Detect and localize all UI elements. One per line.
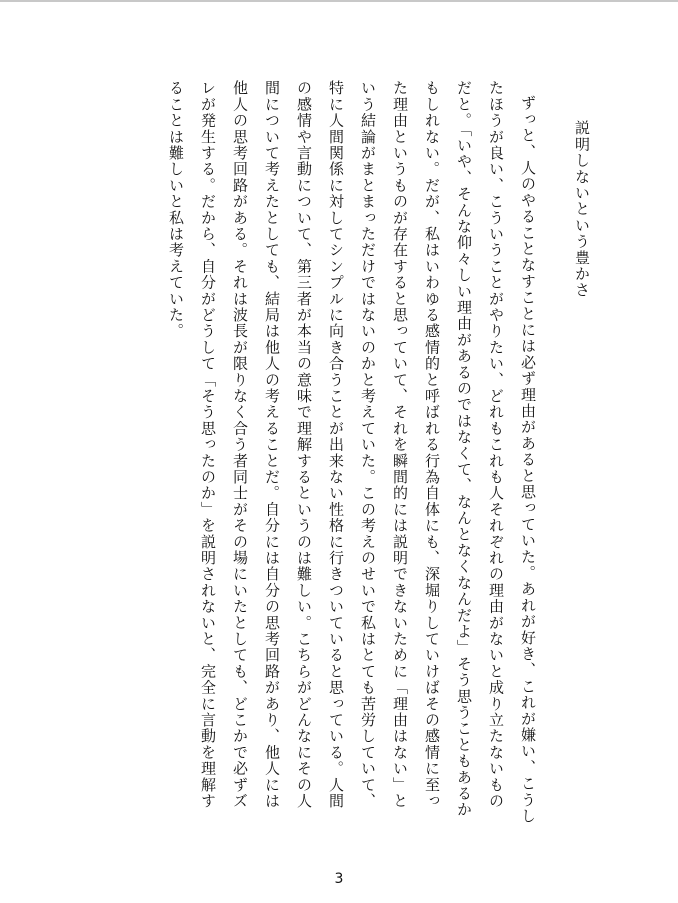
body-paragraph: ずっと、人のやることなすことには必ず理由があると思っていた。あれが好き、これが嫌い、こうしたほうが良い、こういうことがやりたい、どれもこれも人それぞれの理由がないと成り立たないものだと。「いや、そんな仰々しい理由があるのではなくて、なんとなくなんだよ」そう思うこともあるかもしれない。だが、私はいわゆる感情的と呼ばれる行為自体にも、深堀りしていけばその感情に至った理由というものが存在すると思っていて、それを瞬間的には説明できないために「理由はない」という結論がまとまっただけではないのかと考えていた。この考えのせいで私はとても苦労していて、特に人間関係に対してシンプルに向き合うことが出来ない性格に行きついていると思っている。人間の感情や言動について、第三者が本当の意味で理解するというのは難しい。こちらがどんなにその人間について考えたとしても、結局は他人の考えることだ。自分には自分の思考回路があり、他人には他人の思考回路がある。それは波長が限りなく合う者同士がその場にいたとしても、どこかで必ずズレが発生する。だから、自分がどうして「そう思ったのか」を説明されないと、完全に言動を理解することは難しいと私は考えていた。	[167, 80, 537, 824]
essay-title: 説明しないという豊かさ	[573, 120, 591, 299]
page-number: 3	[334, 871, 344, 887]
vertical-text-block	[160, 80, 598, 825]
